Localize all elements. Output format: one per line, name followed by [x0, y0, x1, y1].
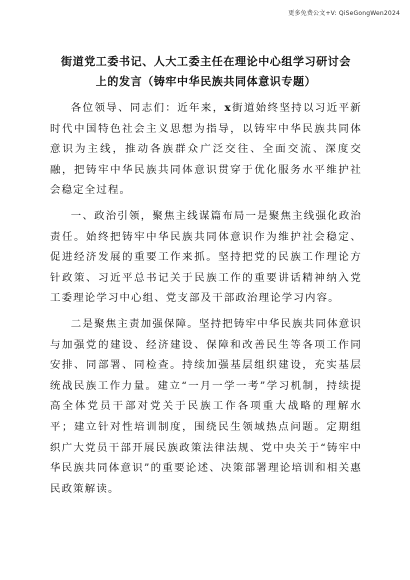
document-title	[50, 52, 362, 92]
paragraph-responsibility: 二是聚焦主责加强保障。坚持把铸牢中华民族共同体意识与加强党的建设、经济建设、保障和改善民生等各项工作同安排、同部署、同检查。持续加强基层组织建设，充实基层统战民族工作力量。建立“一月一学一考”学习机制，持续提高全体党员干部对党关于民族工作各项重大战略的理解水平；建立针对性培训制度，围绕民生领域热点问题。定期组织广大党员干部开展民族政策法律法规、党中央关于“铸牢中华民族共同体意识”的重要论述、决策部署理论培训和相关惠民政策解读。	[50, 317, 362, 495]
title-topic: （铸牢中华民族共同体意识专题）	[142, 75, 317, 88]
placeholder-mark: x	[224, 102, 232, 114]
paragraph-opening	[50, 98, 362, 201]
document-body	[50, 98, 362, 499]
title-line-2	[50, 72, 362, 92]
title-prefix: 上的发言	[95, 75, 143, 88]
opening-lead: 各位领导、同志们：近年来，	[70, 102, 225, 114]
title-line-1: 街道党工委书记、人大工委主任在理论中心组学习研讨会	[61, 55, 351, 68]
document-page	[50, 52, 362, 504]
paragraph-political-leadership: 一、政治引领，聚焦主线谋篇布局一是聚焦主线强化政治责任。始终把铸牢中华民族共同体意识作为维护社会稳定、促进经济发展的重要工作来抓。坚持把党的民族工作理论方针政策、习近平总书记关于民族工作的重要讲话精神纳入党工委理论学习中心组、党支部及干部政治理论学习内容。	[50, 209, 362, 305]
watermark-text: 更多免费公文+V: QiSeGongWen2024	[288, 10, 400, 17]
opening-text: 街道始终坚持以习近平新时代中国特色社会主义思想为指导，以铸牢中华民族共同体意识为主线，推动各族群众广泛交往、全面交流、深度交融，把铸牢中华民族共同体意识贯穿于优化服务水平维护社会稳定全过程。	[50, 102, 362, 197]
